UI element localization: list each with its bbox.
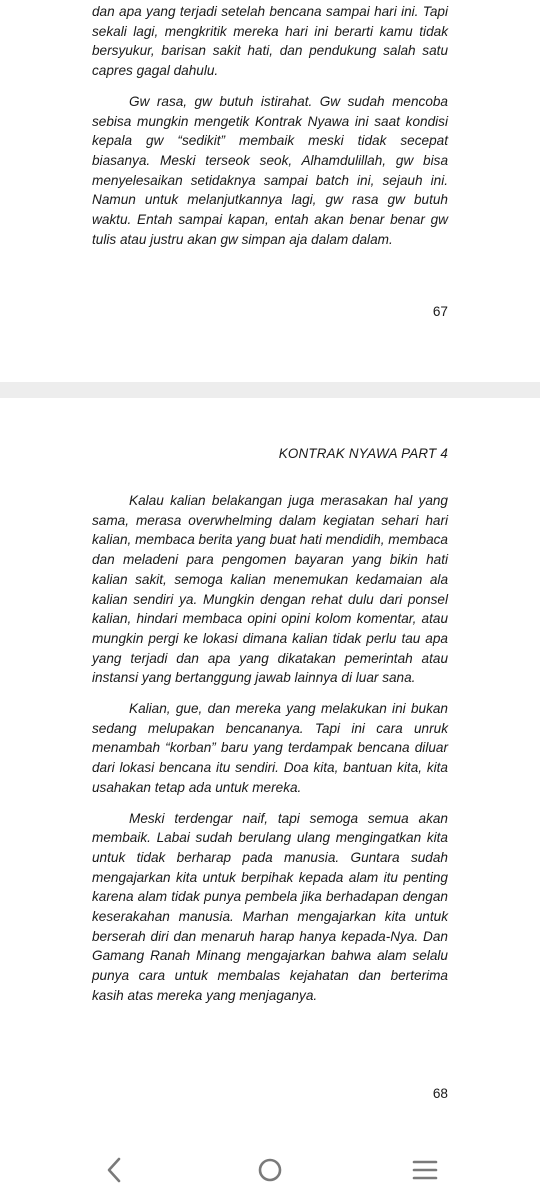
back-button[interactable] (75, 1138, 155, 1200)
circle-home-icon (250, 1150, 290, 1190)
page-67-text (92, 2, 448, 260)
page-number: 67 (432, 304, 448, 319)
page-68-text (92, 491, 448, 1017)
page-68 (0, 398, 540, 1138)
chevron-left-icon (95, 1150, 135, 1190)
paragraph: Meski terdengar naif, tapi semoga semua akan membaik. Labai sudah berulang ulang mengingatkan kita untuk tidak berharap pada manusia. Guntara sudah mengajarkan kita untuk berpihak kepada alam itu penting karena alam tidak punya pembela jika berhadapan dengan keserakahan manusia. Marhan mengajarkan kita untuk berserah diri dan menaruh harap hanya kepada-Nya. Dan Gamang Ranah Minang mengajarkan bahwa alam selalu punya cara untuk membalas kejahatan dan berterima kasih atas mereka yang menjaganya. (92, 810, 448, 1003)
paragraph: Kalian, gue, dan mereka yang melakukan ini bukan sedang melupakan bencananya. Tapi ini cara unruk menambah “korban” baru yang terdampak bencana diluar dari lokasi bencana itu sendiri. Doa kita, bantuan kita, kita usahakan tetap ada untuk mereka. (92, 701, 448, 795)
paragraph: Gw rasa, gw butuh istirahat. Gw sudah mencoba sebisa mungkin mengetik Kontrak Nyawa ini saat kondisi kepala gw “sedikit” membaik meski tidak secepat biasanya. Meski terseok seok, Alhamdulillah, gw bisa menyelesaikan setidaknya sampai batch ini, sejauh ini. Namun untuk melanjutkannya lagi, gw rasa gw butuh waktu. Entah sampai kapan, entah akan benar benar gw tulis atau justru akan gw simpan aja dalam dalam. (92, 93, 448, 247)
recent-apps-button[interactable] (385, 1138, 465, 1200)
page-67 (0, 0, 540, 382)
system-navigation-bar (0, 1138, 540, 1200)
three-lines-icon (405, 1150, 445, 1190)
page-number: 68 (432, 1086, 448, 1101)
chapter-header: KONTRAK NYAWA PART 4 (278, 446, 448, 461)
home-button[interactable] (230, 1138, 310, 1200)
page-divider (0, 382, 540, 398)
paragraph: dan apa yang terjadi setelah bencana sampai hari ini. Tapi sekali lagi, mengkritik mereka hari ini berarti kamu tidak bersyukur, barisan sakit hati, dan pendukung salah satu capres gagal dahulu. (92, 4, 448, 79)
paragraph: Kalau kalian belakangan juga merasakan hal yang sama, merasa overwhelming dalam kegiatan sehari hari kalian, membaca berita yang buat hati mendidih, membaca dan meladeni para pengomen bayaran yang bikin hati kalian sakit, semoga kalian menemukan kedamaian ala kalian sendiri ya. Mungkin dengan rehat dulu dari ponsel kalian, hindari membaca opini opini kolom komentar, atau mungkin pergi ke lokasi dimana kalian tidak perlu tau apa yang terjadi dan apa yang dikatakan pemerintah atau instansi yang bertanggung jawab lainnya di luar sana. (92, 493, 448, 686)
